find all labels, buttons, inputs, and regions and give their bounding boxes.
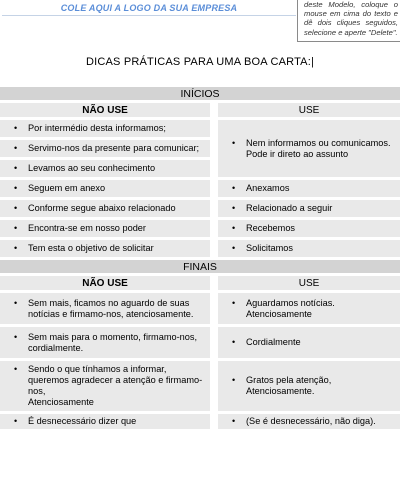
bullet-icon: • xyxy=(14,163,18,173)
nao-use-text: Tem esta o objetivo de solicitar xyxy=(28,243,154,253)
use-text: Relacionado a seguir xyxy=(246,203,333,213)
bullet-icon: • xyxy=(232,137,236,148)
bullet-icon: • xyxy=(14,143,18,153)
bullet-icon: • xyxy=(14,183,18,193)
nao-use-text: Encontra-se em nosso poder xyxy=(28,223,146,233)
tips-table xyxy=(0,84,400,432)
nao-use-text: Levamos ao seu conhecimento xyxy=(28,163,156,173)
nao-use-text: Conforme segue abaixo relacionado xyxy=(28,203,176,213)
section-header-inicios xyxy=(0,87,400,100)
use-text: Aguardamos notícias. Atenciosamente xyxy=(246,297,335,319)
nao-use-text: É desnecessário dizer que xyxy=(28,416,137,426)
use-text: Gratos pela atenção, Atenciosamente. xyxy=(246,375,332,396)
use-text: Solicitamos xyxy=(246,243,293,253)
column-header-nao-use: NÃO USE xyxy=(0,103,210,117)
table-row xyxy=(0,414,400,429)
instructions-text: deste Modelo, coloque o mouse em cima do texto e dê dois cliques seguidos, selecione e aperte "Delete". xyxy=(304,0,398,37)
bullet-icon: • xyxy=(14,243,18,253)
use-text: (Se é desnecessário, não diga). xyxy=(246,416,376,426)
use-text: Nem informamos ou comunicamos. Pode ir direto ao assunto xyxy=(246,137,391,159)
bullet-icon: • xyxy=(232,337,236,347)
nao-use-text: Servimo-nos da presente para comunicar; xyxy=(28,143,200,153)
table-row xyxy=(0,361,400,411)
nao-use-text: Sendo o que tínhamos a informar, queremos agradecer a atenção e firmamo-nos, Atenciosamente xyxy=(28,364,203,407)
bullet-icon: • xyxy=(232,375,236,385)
text-cursor: | xyxy=(310,56,315,68)
table-row xyxy=(0,200,400,217)
nao-use-text: Sem mais para o momento, firmamo-nos, cordialmente. xyxy=(28,331,198,353)
nao-use-text: Seguem em anexo xyxy=(28,183,106,193)
document-title-text: DICAS PRÁTICAS PARA UMA BOA CARTA: xyxy=(85,56,311,68)
document-title xyxy=(0,56,400,68)
bullet-icon: • xyxy=(232,243,236,253)
table-row xyxy=(0,120,400,137)
use-text: Anexamos xyxy=(246,183,290,193)
column-header-nao-use: NÃO USE xyxy=(0,276,210,290)
bullet-icon: • xyxy=(232,203,236,213)
logo-placeholder[interactable] xyxy=(2,0,296,16)
instructions-textbox[interactable] xyxy=(297,0,400,42)
bullet-icon: • xyxy=(232,183,236,193)
table-row xyxy=(0,240,400,257)
table-row xyxy=(0,293,400,324)
nao-use-text: Sem mais, ficamos no aguardo de suas notícias e firmamo-nos, atenciosamente. xyxy=(28,297,194,319)
section-title: FINAIS xyxy=(0,260,400,273)
column-header-use: USE xyxy=(218,103,400,117)
column-headers xyxy=(0,103,400,117)
bullet-icon: • xyxy=(14,416,18,426)
nao-use-text: Por intermédio desta informamos; xyxy=(28,123,166,133)
bullet-icon: • xyxy=(14,364,18,374)
bullet-icon: • xyxy=(14,297,18,308)
table-row xyxy=(0,220,400,237)
bullet-icon: • xyxy=(232,297,236,308)
use-text: Recebemos xyxy=(246,223,296,233)
table-row xyxy=(0,327,400,358)
bullet-icon: • xyxy=(232,416,236,426)
section-title: INÍCIOS xyxy=(0,87,400,100)
bullet-icon: • xyxy=(232,223,236,233)
use-text: Cordialmente xyxy=(246,337,301,347)
column-header-use: USE xyxy=(218,276,400,290)
bullet-icon: • xyxy=(14,331,18,342)
table-row xyxy=(0,180,400,197)
section-header-finais xyxy=(0,260,400,273)
bullet-icon: • xyxy=(14,123,18,133)
column-headers xyxy=(0,276,400,290)
logo-placeholder-text: COLE AQUI A LOGO DA SUA EMPRESA xyxy=(60,2,238,13)
bullet-icon: • xyxy=(14,223,18,233)
bullet-icon: • xyxy=(14,203,18,213)
